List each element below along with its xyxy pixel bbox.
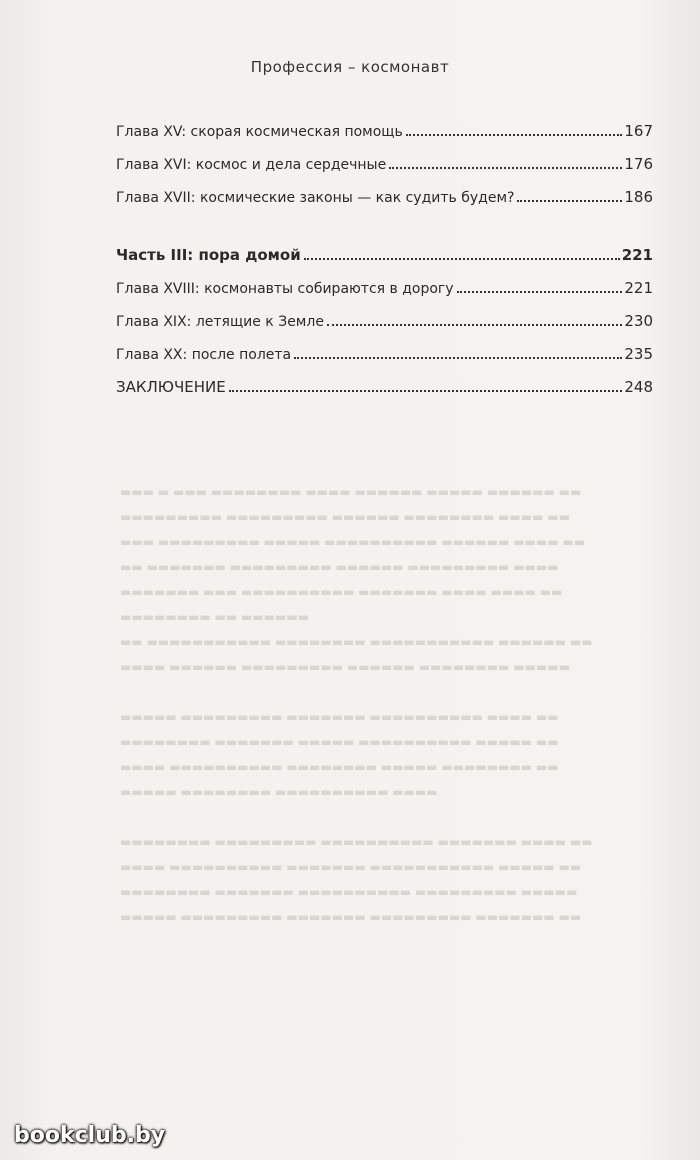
table-of-contents <box>116 122 653 411</box>
toc-entry-title: Глава XV: скорая космическая помощь <box>116 124 403 140</box>
toc-entry-page: 186 <box>624 188 653 206</box>
running-head: Профессия – космонавт <box>250 58 450 76</box>
toc-entry <box>116 345 653 378</box>
toc-entry <box>116 378 653 411</box>
dot-leader <box>406 134 623 136</box>
toc-entry-title: Глава XVIII: космонавты собираются в дорогу <box>116 281 454 297</box>
toc-entry-page: 221 <box>624 279 653 297</box>
toc-entry <box>116 188 653 221</box>
toc-entry-title: Глава XX: после полета <box>116 347 292 363</box>
toc-entry-title: Глава XVI: космос и дела сердечные <box>116 157 387 173</box>
toc-entry-title: ЗАКЛЮЧЕНИЕ <box>116 378 226 396</box>
toc-entry-title: Глава XVII: космические законы — как судить будем? <box>116 190 515 206</box>
dot-leader <box>517 200 622 202</box>
toc-entry-page: 221 <box>621 246 653 264</box>
dot-leader <box>304 258 620 260</box>
toc-entry <box>116 312 653 345</box>
watermark-text: bookclub.by <box>14 1123 166 1148</box>
toc-entry <box>116 122 653 155</box>
toc-entry-page: 176 <box>624 155 653 173</box>
toc-entry-title: Часть III: пора домой <box>116 246 301 264</box>
dot-leader <box>294 357 622 359</box>
toc-entry-page: 248 <box>624 378 653 396</box>
dot-leader <box>457 291 623 293</box>
toc-entry-page: 167 <box>624 122 653 140</box>
dot-leader <box>229 390 623 392</box>
dot-leader <box>327 324 622 326</box>
toc-entry-title: Глава XIX: летящие к Земле <box>116 314 324 330</box>
toc-entry-page: 230 <box>624 312 653 330</box>
toc-entry <box>116 155 653 188</box>
toc-entry <box>116 279 653 312</box>
toc-entry-page: 235 <box>624 345 653 363</box>
toc-entry <box>116 246 653 279</box>
bleed-through-text: ▬▬▬ ▬ ▬▬▬ ▬▬▬▬▬▬▬▬ ▬▬▬▬ ▬▬▬▬▬▬ ▬▬▬▬▬ ▬▬▬▬▬▬ ▬▬ ▬▬▬▬▬▬▬▬▬ ▬▬▬▬▬▬▬▬▬ ▬▬▬▬▬▬ ▬▬▬▬▬▬▬▬ ▬▬▬▬ ▬▬ ▬▬▬ ▬▬▬▬▬▬▬▬▬ ▬▬▬▬▬ ▬▬▬▬▬▬▬▬▬▬ ▬▬▬▬▬▬ ▬▬▬▬ ▬▬ ▬▬ ▬▬▬▬▬▬▬ ▬▬▬▬▬▬▬▬▬ ▬▬▬▬▬▬ ▬▬▬▬▬▬▬▬▬ ▬▬▬▬ ▬▬▬▬▬▬▬ ▬▬▬ ▬▬▬▬▬▬▬▬▬▬ ▬▬▬▬▬▬▬ ▬▬▬▬ ▬▬▬▬ ▬▬ ▬▬▬▬▬▬▬▬ ▬▬ ▬▬▬▬▬▬ ▬▬ ▬▬▬▬▬▬▬▬▬▬▬ ▬▬▬▬▬▬▬▬ ▬▬▬▬▬▬▬▬▬▬▬ ▬▬▬▬▬▬ ▬▬ ▬▬▬▬ ▬▬▬▬▬▬ ▬▬▬▬▬▬▬▬▬ ▬▬▬▬▬▬ ▬▬▬▬▬▬▬▬ ▬▬▬▬▬ ▬▬▬▬▬ ▬▬▬▬▬▬▬▬▬ ▬▬▬▬▬▬▬ ▬▬▬▬▬▬▬▬▬▬ ▬▬▬▬ ▬▬ ▬▬▬▬▬▬▬▬ ▬▬▬▬▬▬▬ ▬▬▬▬▬ ▬▬▬▬▬▬▬▬▬▬ ▬▬▬▬▬ ▬▬ ▬▬▬▬ ▬▬▬▬▬▬▬▬▬▬ ▬▬▬▬▬▬▬▬ ▬▬▬▬▬ ▬▬▬▬▬▬▬▬ ▬▬ ▬▬▬▬▬ ▬▬▬▬▬▬▬▬ ▬▬▬▬▬▬▬▬▬▬ ▬▬▬▬ ▬▬▬▬▬▬▬▬ ▬▬▬▬▬▬▬▬▬ ▬▬▬▬▬▬▬▬▬▬ ▬▬▬▬▬▬▬ ▬▬▬▬ ▬▬ ▬▬▬▬ ▬▬▬▬▬▬▬▬▬▬ ▬▬▬▬▬▬▬ ▬▬▬▬▬▬▬▬▬▬▬ ▬▬▬▬▬ ▬▬ ▬▬▬▬▬▬▬▬ ▬▬▬▬▬▬▬ ▬▬▬▬▬▬▬▬▬▬ ▬▬▬▬▬▬▬▬▬ ▬▬▬▬▬ ▬▬▬▬▬ ▬▬▬▬▬▬▬▬▬ ▬▬▬▬▬▬▬ ▬▬▬▬▬▬▬▬▬ ▬▬▬▬▬▬▬ ▬▬ <box>120 485 593 924</box>
dot-leader <box>389 167 622 169</box>
